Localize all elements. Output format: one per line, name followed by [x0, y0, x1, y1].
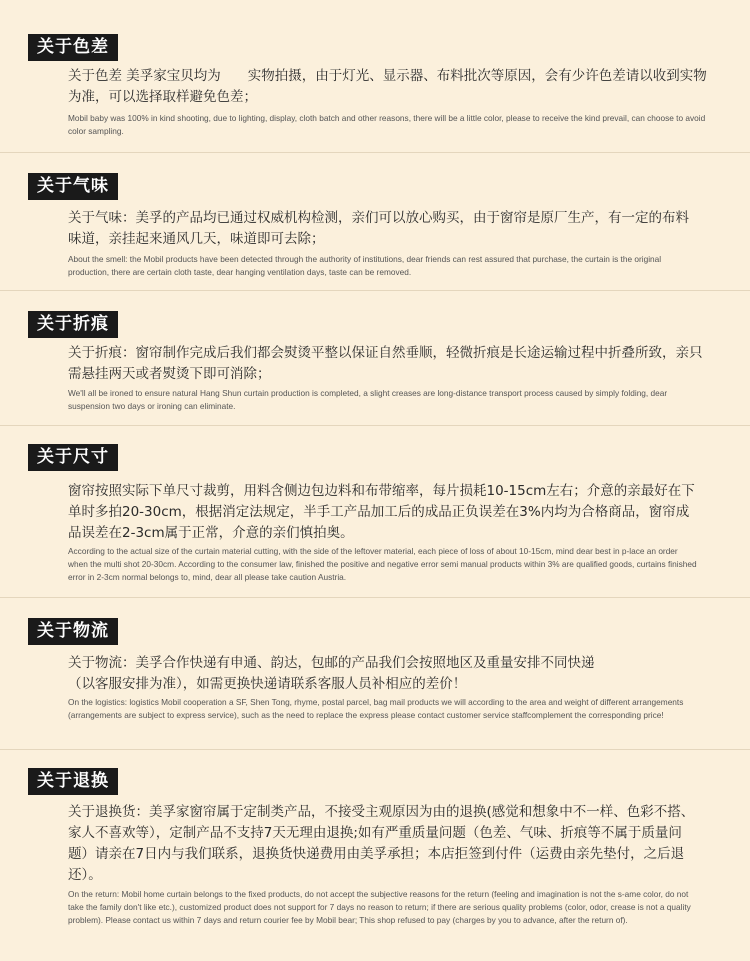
section-body-cn: 关于退换货：美孚家窗帘属于定制类产品，不接受主观原因为由的退换(感觉和想象中不一样、色彩不搭、家人不喜欢等），定制产品不支持7天无理由退换;如有严重质量问题（色差、气味、折痕等不属于质量问题）请亲在7日内与我们联系，退换货快递费用由美孚承担；本店拒签到付件（运费由亲先垫付，之后退还）。	[68, 804, 695, 883]
section-body-en: About the smell: the Mobil products have been detected through the authority of institutions, dear friends can rest assured that purchase, the curtain is the original production, there are certain cloth taste, dear hanging ventilation days, taste can be removed.	[68, 254, 662, 277]
section-body-en: We'll all be ironed to ensure natural Hang Shun curtain production is completed, a slight creases are long-distance transport process caused by simply folding, dear suspension two days or ironing can eliminate.	[68, 388, 668, 411]
section-body-en: On the return: Mobil home curtain belongs to the fixed products, do not accept the subjective reasons for the return (feeling and imagination is not the s-ame color, do not take the family don't like etc.), customized product does not support for 7 days no reason to return; if there are serious quality problems (color, odor, crease is not a quality problem). Please contact us within 7 days and return courier fee by Mobil bear; This shop refused to pay (charges by you to advance, after the return of).	[68, 889, 691, 925]
section-title: 关于退换	[28, 768, 118, 795]
section-title: 关于色差	[28, 34, 118, 61]
section-body-cn: 关于物流：美孚合作快递有申通、韵达，包邮的产品我们会按照地区及重量安排不同快递（以客服安排为准），如需更换快递请联系客服人员补相应的差价！	[68, 655, 595, 692]
section-body-cn: 窗帘按照实际下单尺寸裁剪，用料含侧边包边料和布带缩率，每片损耗10-15cm左右；介意的亲最好在下单时多拍20-30cm，根据消定法规定，半手工产品加工后的成品正负误差在3%内均为合格商品，窗帘成品误差在2-3cm属于正常，介意的亲们慎拍奥。	[68, 483, 695, 541]
section-smell	[0, 153, 750, 291]
section-title: 关于气味	[28, 173, 118, 200]
section-body-en: According to the actual size of the curtain material cutting, with the side of the leftover material, each piece of loss of about 10-15cm, mind dear best in p-lace an order when the multi shot 20-30cm. According to the consumer law, finished the positive and negative error semi manual products within 3% are qualified goods, curtains finished error in 2-3cm normal belongs to, mind, dear all please take caution Austria.	[68, 546, 697, 582]
section-title: 关于物流	[28, 618, 118, 645]
section-creases	[0, 291, 750, 426]
section-color-difference	[0, 0, 750, 153]
section-size	[0, 426, 750, 598]
section-body-cn: 关于气味：美孚的产品均已通过权威机构检测，亲们可以放心购买，由于窗帘是原厂生产，有一定的布料味道，亲挂起来通风几天，味道即可去除；	[68, 210, 689, 247]
section-returns	[0, 750, 750, 961]
section-body-en: On the logistics: logistics Mobil cooperation a SF, Shen Tong, rhyme, postal parcel, bag mail products we will according to the area and weight of different arrangements (arrangements are subject to express service), such as the need to replace the express please contact customer service staffcomplement the corresponding price!	[68, 697, 684, 720]
section-logistics	[0, 598, 750, 750]
section-body-en: Mobil baby was 100% in kind shooting, due to lighting, display, cloth batch and other reasons, there will be a little color, please to receive the kind prevail, can choose to avoid color sampling.	[68, 113, 706, 136]
section-body-cn: 关于色差 美孚家宝贝均为 实物拍摄，由于灯光、显示器、布料批次等原因，会有少许色差请以收到实物为准，可以选择取样避免色差；	[68, 68, 707, 105]
section-title: 关于折痕	[28, 311, 118, 338]
section-title: 关于尺寸	[28, 444, 118, 471]
section-body-cn: 关于折痕：窗帘制作完成后我们都会熨烫平整以保证自然垂顺，轻微折痕是长途运输过程中折叠所致，亲只需悬挂两天或者熨烫下即可消除；	[68, 345, 703, 382]
